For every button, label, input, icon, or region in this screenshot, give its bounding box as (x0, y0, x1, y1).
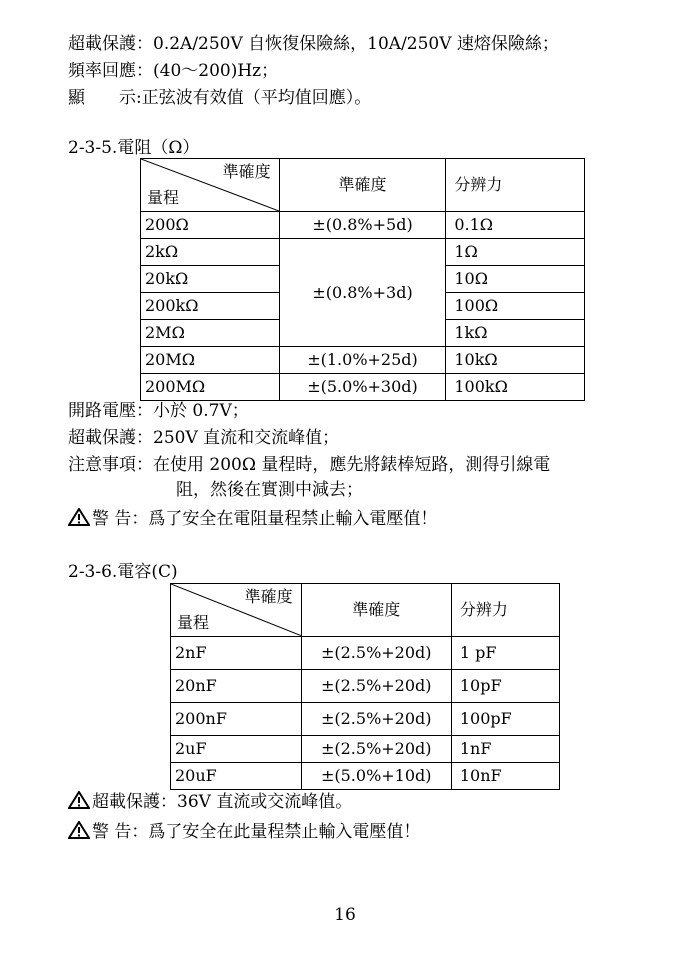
range-cell: 2MΩ (141, 320, 280, 347)
warning-triangle-icon (68, 791, 90, 809)
overload-value: 0.2A/250V 自恢復保險絲，10A/250V 速熔保險絲； (153, 34, 559, 54)
display-label: 顯 示: (68, 88, 142, 108)
header-resolution: 分辨力 (446, 159, 585, 212)
capacitance-table (170, 583, 560, 790)
range-cell: 20MΩ (141, 347, 280, 374)
overload-line-capacitance (68, 791, 352, 813)
header-range-diag: 量程 (147, 188, 180, 207)
open-value: 小於 0.7V； (153, 401, 249, 421)
capacitance-header-diag (171, 584, 302, 637)
resolution-cell: 1nF (451, 736, 559, 763)
resolution-cell: 100kΩ (446, 374, 585, 401)
table-row (171, 736, 560, 763)
table-row (141, 212, 585, 239)
header-accuracy: 準確度 (301, 584, 451, 637)
overload-line-resistance (68, 427, 339, 449)
open-label: 開路電壓： (68, 401, 153, 421)
resolution-cell: 10Ω (446, 266, 585, 293)
display-value: 正弦波有效值（平均值回應）。 (141, 88, 372, 108)
header-range-diag: 量程 (177, 613, 210, 632)
table-row (141, 347, 585, 374)
freq-label: 頻率回應： (68, 61, 153, 81)
accuracy-cell: ±(0.8%+5d) (279, 212, 446, 239)
table-row (171, 703, 560, 736)
warning-label: 警 告： (92, 822, 149, 842)
resolution-cell: 1kΩ (446, 320, 585, 347)
freq-line (68, 60, 278, 82)
warning-triangle-icon (68, 508, 90, 526)
overload-value: 36V 直流或交流峰值。 (177, 792, 353, 812)
note-line (68, 454, 550, 476)
accuracy-cell: ±(2.5%+20d) (301, 637, 451, 670)
range-cell: 2uF (171, 736, 302, 763)
resistance-table (140, 158, 585, 401)
overload-label: 超載保護： (68, 34, 153, 54)
resolution-cell: 1 pF (451, 637, 559, 670)
header-resolution: 分辨力 (451, 584, 559, 637)
freq-value: (40～200)Hz； (153, 61, 279, 81)
resistance-header-diag (141, 159, 280, 212)
warning-line-capacitance (68, 821, 420, 843)
overload-label: 超載保護： (92, 792, 177, 812)
accuracy-cell: ±(2.5%+20d) (301, 736, 451, 763)
resolution-cell: 10kΩ (446, 347, 585, 374)
header-accuracy-diag: 準確度 (222, 162, 271, 181)
range-cell: 20nF (171, 670, 302, 703)
accuracy-cell: ±(5.0%+30d) (279, 374, 446, 401)
page-number: 16 (334, 905, 356, 925)
warning-label: 警 告： (92, 509, 149, 529)
resolution-cell: 10nF (451, 763, 559, 790)
overload-label: 超載保護： (68, 428, 153, 448)
range-cell: 20uF (171, 763, 302, 790)
accuracy-cell: ±(1.0%+25d) (279, 347, 446, 374)
range-cell: 200kΩ (141, 293, 280, 320)
resistance-title: 2-3-5.電阻（Ω） (68, 138, 200, 158)
table-row (171, 637, 560, 670)
resolution-cell: 10pF (451, 670, 559, 703)
warning-value: 爲了安全在此量程禁止輸入電壓值！ (148, 822, 421, 842)
open-voltage-line (68, 400, 249, 422)
resolution-cell: 0.1Ω (446, 212, 585, 239)
note-value-1: 在使用 200Ω 量程時，應先將錶棒短路，測得引線電 (153, 455, 551, 475)
accuracy-cell: ±(5.0%+10d) (301, 763, 451, 790)
overload-line-top (68, 33, 559, 55)
accuracy-cell: ±(2.5%+20d) (301, 670, 451, 703)
header-accuracy-diag: 準確度 (244, 587, 293, 606)
table-row (141, 239, 585, 266)
table-row (171, 670, 560, 703)
display-line (68, 87, 371, 109)
resolution-cell: 100Ω (446, 293, 585, 320)
resolution-cell: 1Ω (446, 239, 585, 266)
warning-value: 爲了安全在電阻量程禁止輸入電壓值！ (148, 509, 438, 529)
warning-triangle-icon (68, 821, 90, 839)
range-cell: 20kΩ (141, 266, 280, 293)
table-row (171, 763, 560, 790)
warning-line-resistance (68, 508, 437, 530)
resolution-cell: 100pF (451, 703, 559, 736)
note-label: 注意事項： (68, 455, 153, 475)
header-accuracy: 準確度 (279, 159, 446, 212)
table-row (141, 374, 585, 401)
accuracy-cell: ±(2.5%+20d) (301, 703, 451, 736)
range-cell: 200nF (171, 703, 302, 736)
range-cell: 2nF (171, 637, 302, 670)
range-cell: 200Ω (141, 212, 280, 239)
capacitance-title: 2-3-6.電容(C) (68, 562, 178, 582)
range-cell: 2kΩ (141, 239, 280, 266)
note-value-2: 阻，然後在實測中減去； (176, 480, 363, 500)
accuracy-cell-merged: ±(0.8%+3d) (279, 239, 446, 347)
range-cell: 200MΩ (141, 374, 280, 401)
overload-value: 250V 直流和交流峰值； (153, 428, 340, 448)
